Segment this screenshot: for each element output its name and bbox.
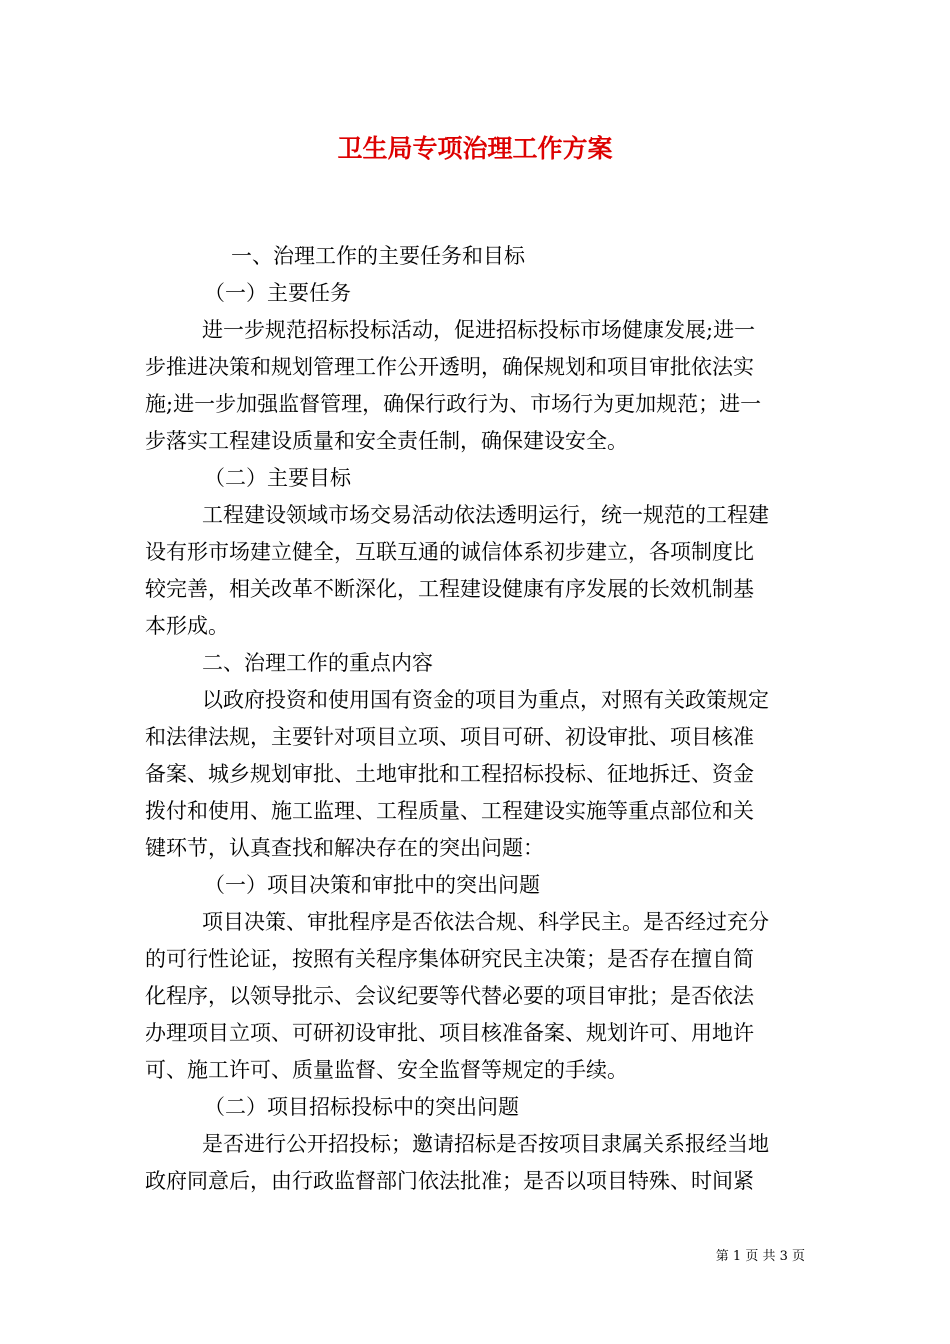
paragraph-line: 办理项目立项、可研初设审批、项目核准备案、规划许可、用地许: [145, 1021, 754, 1045]
paragraph-line: 和法律法规，主要针对项目立项、项目可研、初设审批、项目核准: [145, 725, 754, 749]
paragraph-line: 备案、城乡规划审批、土地审批和工程招标投标、征地拆迁、资金: [145, 762, 754, 786]
paragraph-line: 以政府投资和使用国有资金的项目为重点，对照有关政策规定: [202, 688, 769, 712]
paragraph-line: 设有形市场建立健全，互联互通的诚信体系初步建立，各项制度比: [145, 540, 754, 564]
paragraph-line: 进一步规范招标投标活动，促进招标投标市场健康发展;进一: [202, 318, 756, 342]
section-heading-1: 一、治理工作的主要任务和目标: [231, 244, 525, 268]
paragraph-line: 化程序，以领导批示、会议纪要等代替必要的项目审批；是否依法: [145, 984, 754, 1008]
paragraph-line: 施;进一步加强监督管理，确保行政行为、市场行为更加规范；进一: [145, 392, 762, 416]
page-number-footer: 第 1 页 共 3 页: [715, 1249, 805, 1264]
paragraph-line: 本形成。: [145, 614, 229, 638]
paragraph-line: 是否进行公开招投标；邀请招标是否按项目隶属关系报经当地: [202, 1132, 769, 1156]
subsection-heading-1-1: （一）主要任务: [204, 281, 351, 305]
paragraph-line: 步落实工程建设质量和安全责任制，确保建设安全。: [145, 429, 628, 453]
paragraph-line: 较完善，相关改革不断深化，工程建设健康有序发展的长效机制基: [145, 577, 754, 601]
paragraph-line: 工程建设领域市场交易活动依法透明运行，统一规范的工程建: [202, 503, 769, 527]
subsection-heading-2-1: （一）项目决策和审批中的突出问题: [204, 873, 540, 897]
paragraph-line: 政府同意后，由行政监督部门依法批准；是否以项目特殊、时间紧: [145, 1169, 754, 1193]
subsection-heading-2-2: （二）项目招标投标中的突出问题: [204, 1095, 519, 1119]
paragraph-line: 拨付和使用、施工监理、工程质量、工程建设实施等重点部位和关: [145, 799, 754, 823]
paragraph-line: 步推进决策和规划管理工作公开透明，确保规划和项目审批依法实: [145, 355, 754, 379]
paragraph-line: 的可行性论证，按照有关程序集体研究民主决策；是否存在擅自简: [145, 947, 754, 971]
subsection-heading-1-2: （二）主要目标: [204, 466, 351, 490]
section-heading-2: 二、治理工作的重点内容: [202, 651, 433, 675]
document-title: 卫生局专项治理工作方案: [337, 134, 613, 163]
paragraph-line: 可、施工许可、质量监督、安全监督等规定的手续。: [145, 1058, 628, 1082]
paragraph-line: 键环节，认真查找和解决存在的突出问题：: [145, 836, 544, 860]
paragraph-line: 项目决策、审批程序是否依法合规、科学民主。是否经过充分: [202, 910, 769, 934]
